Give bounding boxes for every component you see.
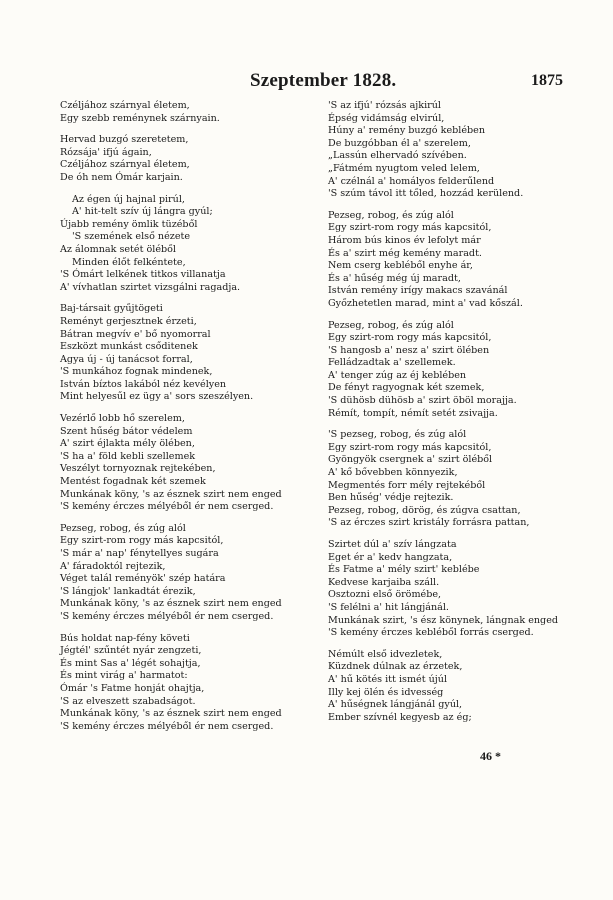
left-column: [60, 100, 320, 742]
poem-line: Minden élőt felkéntete,: [72, 256, 186, 268]
stanza: [328, 539, 578, 640]
poem-line: Felládzadtak a' szellemek.: [328, 357, 456, 369]
poem-line: 'S ha a' föld kebli szellemek: [60, 450, 196, 462]
poem-line: 'S Ómárt lelkének titkos villanatja: [60, 269, 226, 281]
poem-line: 'S pezseg, robog, és zúg alól: [328, 429, 467, 441]
poem-line: Egy szirt-rom rogy más kapcsitól,: [60, 535, 224, 547]
poem-line: Mint helyesűl ez ügy a' sors szeszélyen.: [60, 391, 254, 403]
poem-line: Gyöngyök csergnek a' szirt öléből: [328, 454, 493, 466]
poem-line: Munkának köny, 's az észnek szirt nem enged: [60, 708, 282, 720]
poem-line: Kedvese karjaiba száll.: [328, 576, 440, 588]
poem-line: Eszközt munkást csőditenek: [60, 341, 198, 353]
stanza: [60, 194, 320, 295]
poem-line: Veszélyt tornyoznak rejtekében,: [60, 463, 216, 475]
poem-line: A' tenger zúg az éj keblében: [328, 369, 467, 381]
poem-line: A' szirt éjlakta mély ölében,: [60, 438, 195, 450]
poem-line: A' czélnál a' homályos felderűlend: [328, 175, 495, 187]
poem-line: Czéljához szárnyal életem,: [60, 100, 190, 111]
poem-line: És mint Sas a' légét sohajtja,: [60, 657, 201, 669]
stanza: [328, 649, 578, 725]
poem-line: Véget talál reményök' szép határa: [60, 573, 226, 585]
stanza: [60, 633, 320, 734]
poem-line: 'S munkához fognak mindenek,: [60, 366, 213, 378]
stanza: [60, 523, 320, 624]
poem-line: 'S kemény érczes mélyéből ér nem cserged.: [60, 720, 274, 732]
poem-line: 'S dühösb dühösb a' szirt öböl morajja.: [328, 395, 517, 407]
poem-line: A' hűségnek lángjánál gyúl,: [328, 699, 463, 711]
poem-line: Hervad buzgó szeretetem,: [60, 134, 189, 146]
poem-line: Pezseg, robog, és zúg alól: [60, 522, 186, 534]
poem-line: 'S az elveszett szabadságot.: [60, 695, 196, 707]
poem-line: 'S az érczes szirt kristály forrásra pattan,: [328, 517, 530, 529]
poem-line: De buzgóbban él a' szerelem,: [328, 137, 471, 149]
page-header: [0, 70, 613, 94]
stanza: [60, 100, 320, 125]
poem-line: Az álomnak setét öléből: [60, 243, 177, 255]
poem-line: Szirtet dúl a' szív lángzata: [328, 539, 457, 550]
stanza: [328, 429, 578, 530]
poem-line: Húny a' remény buzgó keblében: [328, 125, 486, 137]
poem-line: Agya új - új tanácsot forral,: [60, 353, 193, 365]
poem-line: Egy szirt-rom rogy más kapcsitól,: [328, 441, 492, 453]
poem-line: Bús holdat nap-fény követi: [60, 632, 190, 644]
poem-line: És a' hűség még új maradt,: [328, 272, 461, 284]
poem-line: Munkának köny, 's az észnek szirt nem enged: [60, 598, 282, 610]
poem-line: Ember szívnél kegyesb az ég;: [328, 711, 472, 723]
poem-line: Bátran megvív e' bő nyomorral: [60, 328, 211, 340]
poem-line: 'S felélni a' hit lángjánál.: [328, 601, 449, 613]
poem-line: 'S szemének első nézete: [72, 231, 191, 243]
poem-line: De fényt ragyognak két szemek,: [328, 382, 485, 394]
poem-line: Ben hűség' védje rejtezik.: [328, 492, 454, 504]
poem-line: Egy szirt-rom rogy más kapcsitól,: [328, 332, 492, 344]
poem-line: Győzhetetlen marad, mint a' vad kőszál.: [328, 297, 523, 309]
stanza: [60, 303, 320, 404]
signature-mark: 46 *: [480, 749, 501, 763]
poem-line: Munkának köny, 's az észnek szirt nem enged: [60, 488, 282, 500]
poem-line: 'S kemény érczes mélyéből ér nem cserged.: [60, 610, 274, 622]
page-title: Szeptember 1828.: [250, 70, 397, 91]
poem-line: 'S már a' nap' fénytellyes sugára: [60, 548, 219, 559]
poem-line: Szent hűség bátor védelem: [60, 425, 193, 437]
poem-line: „Lassún elhervadó szívében.: [328, 150, 467, 162]
poem-line: Ómár 's Fatme honját ohajtja,: [60, 682, 205, 694]
poem-line: Czéljához szárnyal életem,: [60, 159, 190, 171]
poem-line: Pezseg, robog, és zúg alól: [328, 209, 454, 221]
poem-line: A' kő bővebben könnyezik,: [328, 467, 458, 479]
poem-line: Nem cserg kebléből enyhe ár,: [328, 260, 473, 272]
poem-line: Osztozni első örömébe,: [328, 589, 442, 601]
poem-line: Baj-társait gyűjtögeti: [60, 303, 163, 315]
stanza: [60, 413, 320, 514]
poem-line: És Fatme a' mély szirt' keblébe: [328, 564, 480, 576]
poem-line: Jégtél' szűntét nyár zengzeti,: [60, 645, 202, 657]
stanza: [328, 320, 578, 421]
poem-line: 'S szúm távol itt tőled, hozzád kerülend.: [328, 188, 524, 200]
poem-line: 'S az ifjú' rózsás ajkirúl: [328, 100, 441, 111]
poem-line: De óh nem Ómár karjain.: [60, 171, 183, 183]
poem-line: Rózsája' ifjú ágain,: [60, 146, 152, 158]
poem-line: Némúlt első idvezletek,: [328, 648, 443, 660]
poem-line: Munkának szirt, 's ész könynek, lángnak enged: [328, 614, 559, 626]
poem-line: És mint virág a' harmatot:: [60, 670, 188, 682]
poem-line: 'S hangosb a' nesz a' szirt ölében: [328, 344, 490, 356]
poem-line: 'S lángjok' lankadtát érezik,: [60, 585, 196, 597]
poem-line: „Fátmém nyugtom veled lelem,: [328, 162, 480, 174]
poem-line: Eget ér a' kedv hangzata,: [328, 551, 453, 563]
poem-line: Három bús kinos év lefolyt már: [328, 234, 481, 246]
poem-line: Épség vidámság elvirúl,: [328, 112, 445, 124]
poem-line: Újabb remény ömlik tüzéből: [60, 218, 198, 230]
poem-line: Megmentés forr mély rejtekéből: [328, 479, 486, 491]
stanza: [60, 134, 320, 184]
poem-line: Illy kej ölén és idvesség: [328, 686, 444, 698]
poem-line: 'S kemény érczes mélyéből ér nem cserged.: [60, 501, 274, 513]
poem-line: Mentést fogadnak két szemek: [60, 476, 206, 488]
poem-line: A' hit-telt szív új lángra gyúl;: [72, 206, 213, 218]
poem-line: Küzdnek dúlnak az érzetek,: [328, 661, 463, 673]
poem-line: István remény irígy makacs szavánál: [328, 285, 508, 297]
poem-line: A' vívhatlan szirtet vizsgálni ragadja.: [60, 281, 241, 293]
poem-line: A' fáradoktól rejtezik,: [60, 560, 166, 572]
right-column: [328, 100, 578, 733]
poem-line: Egy szirt-rom rogy más kapcsitól,: [328, 222, 492, 234]
poem-line: A' hű kötés itt ismét újúl: [328, 673, 448, 685]
poem-line: És a' szirt még kemény maradt.: [328, 247, 482, 259]
poem-line: 'S kemény érczes kebléből forrás cserged.: [328, 627, 534, 639]
poem-line: Reményt gerjesztnek érzeti,: [60, 315, 197, 327]
page-number: 1875: [531, 72, 563, 89]
poem-line: Vezérlő lobb hő szerelem,: [60, 413, 185, 425]
poem-line: Rémít, tompít, némít setét zsivajja.: [328, 407, 498, 419]
poem-line: Pezseg, robog, dörög, és zúgva csattan,: [328, 504, 521, 516]
stanza: [328, 100, 578, 201]
poem-line: István bíztos lakából néz kevélyen: [60, 378, 227, 390]
poem-line: Az égen új hajnal pirúl,: [72, 193, 185, 205]
poem-line: Egy szebb reménynek szárnyain.: [60, 112, 220, 124]
poem-line: Pezseg, robog, és zúg alól: [328, 319, 454, 331]
stanza: [328, 210, 578, 311]
